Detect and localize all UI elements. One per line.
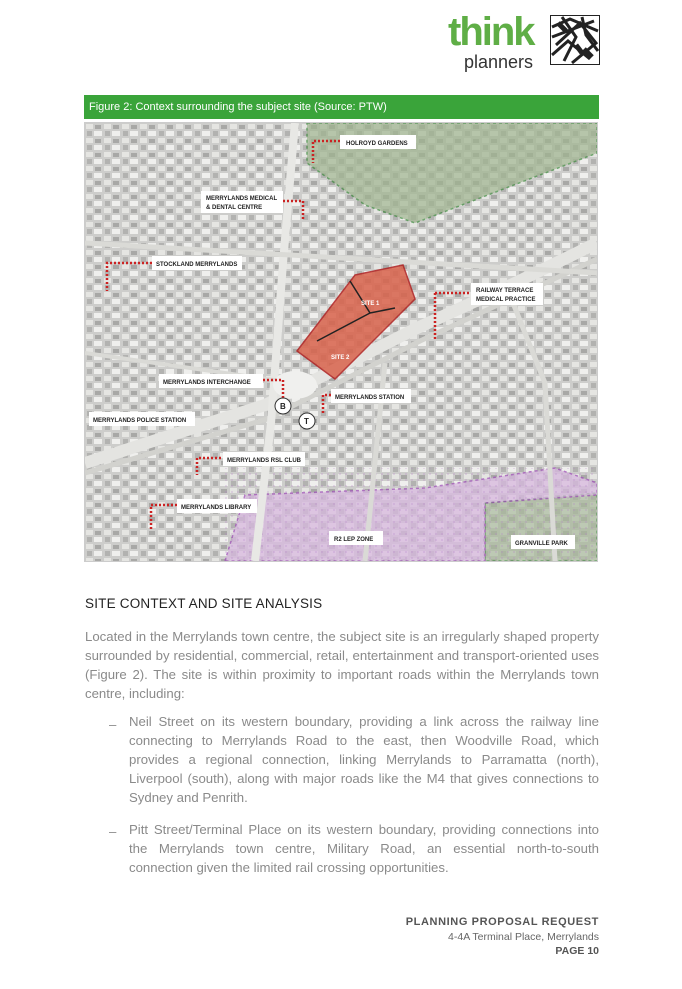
logo-think-text: think (448, 10, 534, 54)
context-aerial-map (84, 122, 598, 562)
bullet-marker: – (109, 824, 117, 839)
logo-planners-text: planners (464, 52, 534, 72)
map-label-medical-line1: MERRYLANDS MEDICAL (206, 196, 278, 202)
map-label-rsl: MERRYLANDS RSL CLUB (227, 458, 302, 464)
bullet-pitt-street: Pitt Street/Terminal Place on its western boundary, providing connections into the Merrylands town centre, Military Road, an essential north-to-south connection given the limited rail crossing opportunities. (129, 822, 599, 875)
page-number: PAGE 10 (555, 945, 599, 957)
intro-paragraph: Located in the Merrylands town centre, the subject site is an irregularly shaped property surrounded by residential, commercial, retail, entertainment and transport-oriented uses (Figure 2). The site is within proximity to important roads within the Merrylands town centre, including: (85, 629, 599, 701)
map-label-police: MERRYLANDS POLICE STATION (93, 418, 187, 424)
bullet-neil-street: Neil Street on its western boundary, providing a link across the railway line connecting to Merrylands Road to the east, then Woodville Road, which provides a regional connection, linking Merrylands to Parramatta (north), Liverpool (south), along with major roads like the M4 that gives connections to Sydney and Penrith. (129, 714, 599, 805)
train-station-icon (299, 413, 315, 429)
map-label-library: MERRYLANDS LIBRARY (181, 505, 252, 511)
think-planners-logo (448, 12, 603, 70)
map-label-stockland: STOCKLAND MERRYLANDS (156, 262, 238, 268)
map-label-granville-park: GRANVILLE PARK (515, 541, 568, 547)
map-label-holroyd-gardens: HOLROYD GARDENS (346, 141, 408, 147)
figure-caption: Figure 2: Context surrounding the subject site (Source: PTW) (89, 101, 387, 113)
map-label-medical-line2: & DENTAL CENTRE (206, 205, 263, 211)
footer-address: 4-4A Terminal Place, Merrylands (448, 931, 599, 943)
logo-map-icon (550, 15, 600, 65)
bus-symbol: B (280, 402, 286, 411)
bullet-marker: – (109, 717, 117, 732)
map-label-r2-zone: R2 LEP ZONE (334, 537, 374, 543)
map-label-railway-line1: RAILWAY TERRACE (476, 288, 534, 294)
bus-interchange-icon (275, 398, 291, 414)
figure-caption-bar (84, 95, 599, 119)
footer-title: PLANNING PROPOSAL REQUEST (405, 916, 599, 928)
site1-label: SITE 1 (361, 301, 380, 307)
site2-label: SITE 2 (331, 355, 350, 361)
map-label-station: MERRYLANDS STATION (335, 395, 405, 401)
map-label-interchange: MERRYLANDS INTERCHANGE (163, 380, 251, 386)
map-label-railway-line2: MEDICAL PRACTICE (476, 297, 536, 303)
section-heading: SITE CONTEXT AND SITE ANALYSIS (85, 596, 323, 611)
train-symbol: T (304, 417, 309, 426)
